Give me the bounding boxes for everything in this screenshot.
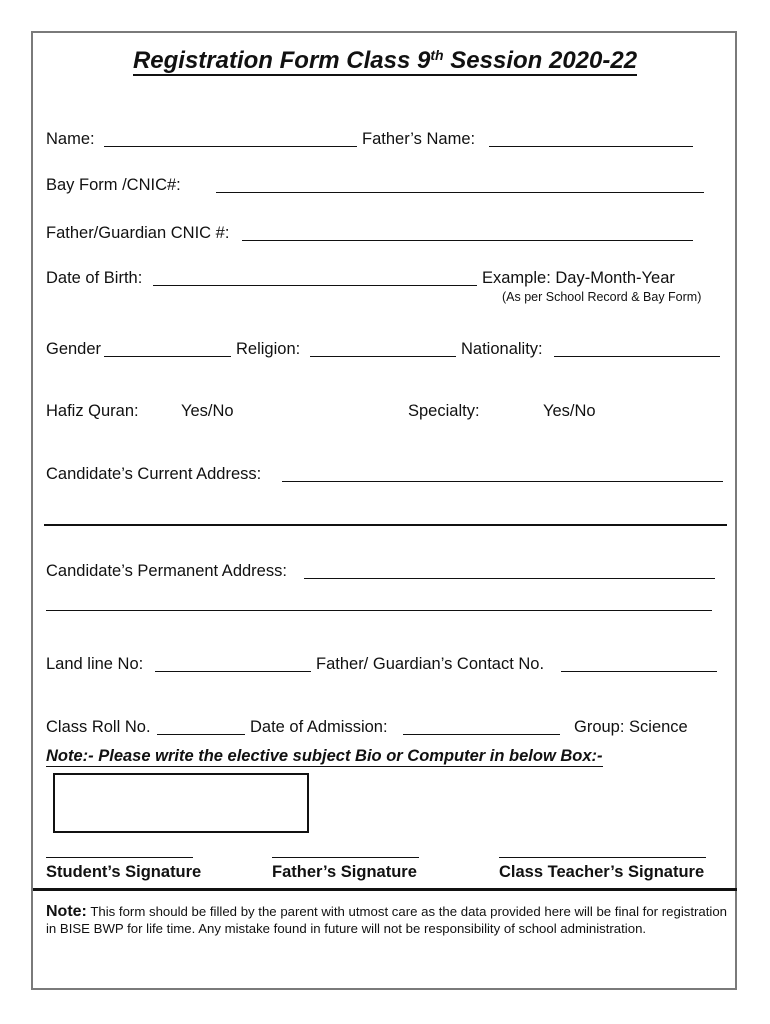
roll-no-label: Class Roll No. [46, 718, 151, 736]
permanent-address-field-line2[interactable] [46, 610, 712, 611]
father-name-field[interactable] [489, 146, 693, 147]
roll-no-field[interactable] [157, 734, 245, 735]
title-rest: Session 2020-22 [443, 47, 638, 74]
current-address-field[interactable] [282, 481, 723, 482]
elective-note-heading: Note:- Please write the elective subject Bio or Computer in below Box:- [46, 747, 603, 765]
name-field[interactable] [104, 146, 357, 147]
gender-field[interactable] [104, 356, 231, 357]
student-signature-line[interactable] [46, 857, 193, 858]
teacher-signature-label: Class Teacher’s Signature [499, 863, 705, 881]
group-label: Group: Science [574, 718, 688, 736]
specialty-options[interactable]: Yes/No [543, 402, 596, 420]
hafiz-label: Hafiz Quran: [46, 402, 139, 420]
footer-note-label: Note: [46, 903, 87, 920]
current-address-label: Candidate’s Current Address: [46, 465, 262, 483]
father-name-label: Father’s Name: [362, 130, 476, 148]
footer-note [46, 904, 727, 937]
permanent-address-label: Candidate’s Permanent Address: [46, 562, 287, 580]
guardian-cnic-field[interactable] [242, 240, 693, 241]
name-label: Name: [46, 130, 95, 148]
hafiz-options[interactable]: Yes/No [181, 402, 234, 420]
landline-field[interactable] [155, 671, 311, 672]
current-address-field-line2[interactable] [44, 524, 727, 526]
teacher-signature-line[interactable] [499, 857, 706, 858]
dob-note: (As per School Record & Bay Form) [502, 290, 702, 304]
admission-date-field[interactable] [403, 734, 560, 735]
footer-divider [33, 888, 737, 891]
religion-label: Religion: [236, 340, 301, 358]
admission-date-label: Date of Admission: [250, 718, 388, 736]
elective-subject-box[interactable] [53, 773, 309, 833]
father-signature-line[interactable] [272, 857, 419, 858]
dob-example: Example: Day-Month-Year [482, 269, 675, 287]
gender-label: Gender [46, 340, 102, 358]
bay-form-field[interactable] [216, 192, 704, 193]
guardian-cnic-label: Father/Guardian CNIC #: [46, 224, 230, 242]
father-signature-label: Father’s Signature [272, 863, 417, 881]
form-title [0, 47, 770, 76]
nationality-label: Nationality: [461, 340, 543, 358]
specialty-label: Specialty: [408, 402, 480, 420]
bay-form-label: Bay Form /CNIC#: [46, 176, 181, 194]
landline-label: Land line No: [46, 655, 144, 673]
title-superscript: th [430, 47, 444, 63]
religion-field[interactable] [310, 356, 456, 357]
dob-label: Date of Birth: [46, 269, 143, 287]
footer-note-text: This form should be filled by the parent with utmost care as the data provided here will be final for registration in BISE BWP for life time. Any mistake found in future will not be responsibility of school administration. [46, 904, 727, 936]
dob-field[interactable] [153, 285, 477, 286]
nationality-field[interactable] [554, 356, 720, 357]
permanent-address-field[interactable] [304, 578, 715, 579]
guardian-contact-label: Father/ Guardian’s Contact No. [316, 655, 545, 673]
student-signature-label: Student’s Signature [46, 863, 202, 881]
guardian-contact-field[interactable] [561, 671, 717, 672]
title-main: Registration Form Class 9 [132, 47, 431, 74]
